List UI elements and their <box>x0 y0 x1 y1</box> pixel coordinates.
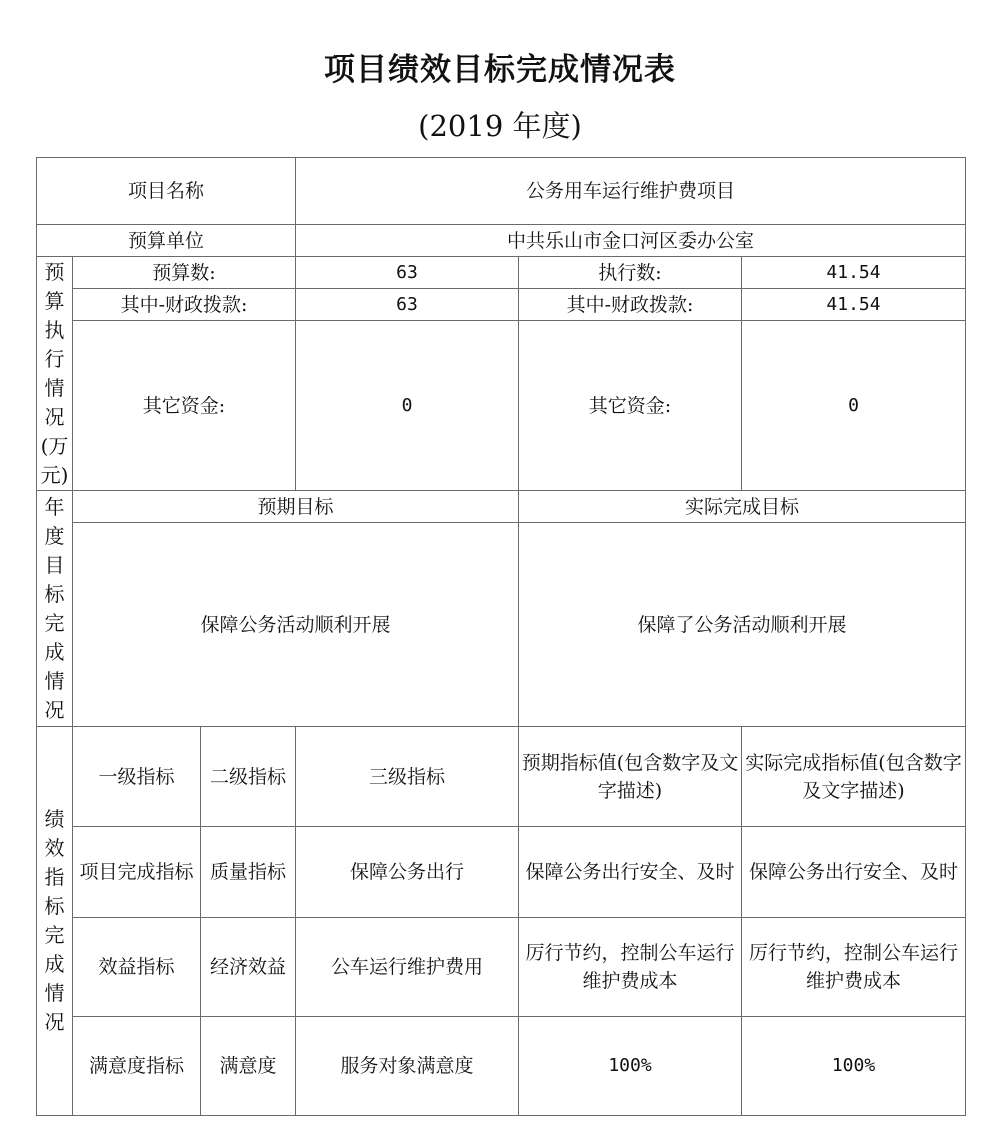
budget-section-label: 预算执行情况(万元) <box>37 257 73 491</box>
indicator-cell: 保障公务出行安全、及时 <box>519 827 742 918</box>
budget-amount-label: 预算数: <box>73 257 296 289</box>
indicator-cell: 保障公务出行安全、及时 <box>742 827 966 918</box>
indicator-cell: 满意度 <box>201 1017 296 1116</box>
project-name-value: 公务用车运行维护费项目 <box>296 158 966 225</box>
actual-goal-value: 保障了公务活动顺利开展 <box>519 523 966 727</box>
page-subtitle: (2019 年度) <box>418 109 582 143</box>
indicator-cell: 厉行节约，控制公车运行维护费成本 <box>519 918 742 1017</box>
page-title: 项目绩效目标完成情况表 <box>324 52 676 88</box>
expected-goal-header: 预期目标 <box>73 491 519 523</box>
indicator-cell: 质量指标 <box>201 827 296 918</box>
budget-unit-value: 中共乐山市金口河区委办公室 <box>296 225 966 257</box>
indicators-section-label: 绩效指标完成情况 <box>37 727 73 1116</box>
expected-goal-value: 保障公务活动顺利开展 <box>73 523 519 727</box>
fiscal-exec-value: 41.54 <box>742 289 966 321</box>
indicator-cell: 100% <box>519 1017 742 1116</box>
indicator-header: 三级指标 <box>296 727 519 827</box>
other-exec-label: 其它资金: <box>519 321 742 491</box>
indicator-header: 实际完成指标值(包含数字及文字描述) <box>742 727 966 827</box>
indicator-cell: 厉行节约，控制公车运行维护费成本 <box>742 918 966 1017</box>
other-exec-value: 0 <box>742 321 966 491</box>
indicator-cell: 经济效益 <box>201 918 296 1017</box>
exec-amount-label: 执行数: <box>519 257 742 289</box>
indicator-cell: 满意度指标 <box>73 1017 201 1116</box>
budget-amount-value: 63 <box>296 257 519 289</box>
indicator-header: 一级指标 <box>73 727 201 827</box>
table-row <box>37 918 966 1017</box>
fiscal-exec-label: 其中-财政拨款: <box>519 289 742 321</box>
budget-unit-label: 预算单位 <box>37 225 296 257</box>
indicator-cell: 100% <box>742 1017 966 1116</box>
indicator-cell: 公车运行维护费用 <box>296 918 519 1017</box>
indicator-cell: 保障公务出行 <box>296 827 519 918</box>
performance-table <box>36 157 966 1116</box>
actual-goal-header: 实际完成目标 <box>519 491 966 523</box>
fiscal-budget-value: 63 <box>296 289 519 321</box>
exec-amount-value: 41.54 <box>742 257 966 289</box>
project-name-label: 项目名称 <box>37 158 296 225</box>
other-budget-label: 其它资金: <box>73 321 296 491</box>
table-row <box>37 827 966 918</box>
indicator-header: 预期指标值(包含数字及文字描述) <box>519 727 742 827</box>
fiscal-budget-label: 其中-财政拨款: <box>73 289 296 321</box>
other-budget-value: 0 <box>296 321 519 491</box>
indicator-cell: 项目完成指标 <box>73 827 201 918</box>
indicator-header: 二级指标 <box>201 727 296 827</box>
annual-section-label: 年度目标完成情况 <box>37 491 73 727</box>
indicator-cell: 效益指标 <box>73 918 201 1017</box>
indicator-cell: 服务对象满意度 <box>296 1017 519 1116</box>
table-row <box>37 1017 966 1116</box>
